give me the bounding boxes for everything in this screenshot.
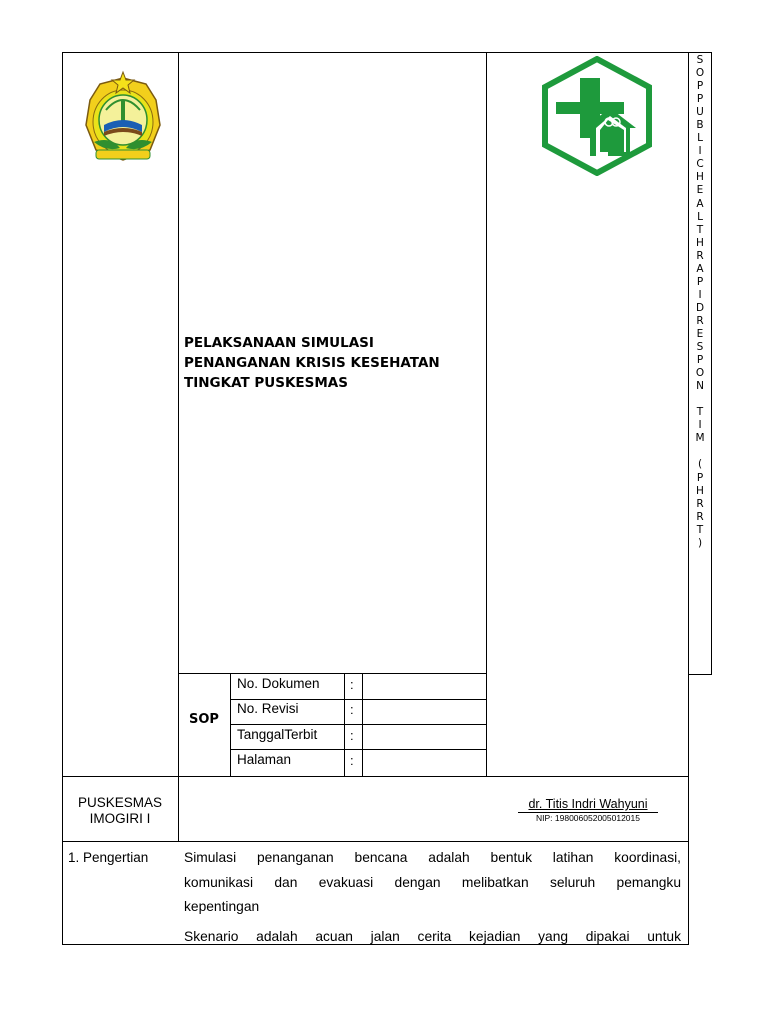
vertical-title-char: P (696, 354, 704, 367)
vertical-title-box-bottom (688, 674, 711, 675)
meta-label-document-number: No. Dokumen (237, 676, 320, 691)
vertical-title-box-right (711, 52, 712, 675)
table-border-sop-top (178, 673, 486, 674)
title-line: TINGKAT PUSKESMAS (184, 375, 348, 391)
vertical-title-char: C (696, 158, 704, 171)
table-border-right (688, 52, 689, 945)
section-body (184, 846, 681, 949)
organization-name-line: PUSKESMAS (77, 795, 163, 810)
vertical-title-char: I (698, 419, 702, 432)
vertical-title-char: I (698, 145, 702, 158)
row-divider (230, 749, 486, 750)
column-divider (486, 52, 487, 777)
vertical-title-char: M (695, 432, 705, 445)
sop-label: SOP (189, 712, 219, 727)
text-line: Skenario adalah acuan jalan cerita kejadian yang dipakai untuk (184, 928, 681, 944)
text-line: Simulasi penanganan bencana adalah bentuk latihan koordinasi, (184, 850, 681, 865)
vertical-title-char: H (696, 484, 704, 497)
vertical-title-char: ( (697, 458, 703, 471)
text-line: kepentingan (184, 899, 260, 914)
vertical-title-char: R (696, 497, 704, 510)
meta-colon: : (350, 702, 354, 717)
vertical-title-char: O (695, 367, 705, 380)
vertical-title-char: P (696, 80, 704, 93)
header-bottom-border (62, 776, 689, 777)
vertical-title-char: S (696, 341, 704, 354)
organization-name (62, 795, 178, 827)
meta-label-page: Halaman (237, 752, 292, 767)
vertical-title-char (690, 445, 710, 458)
signature-row-bottom-border (62, 841, 689, 842)
regency-emblem-icon (80, 70, 166, 166)
vertical-title-char: S (696, 54, 704, 66)
row-divider (230, 724, 486, 725)
meta-label-issue-date: TanggalTerbit (237, 727, 318, 742)
column-divider (362, 673, 363, 777)
column-divider (344, 673, 345, 777)
vertical-title-char: E (696, 327, 704, 340)
signatory-name: dr. Titis Indri Wahyuni (528, 797, 648, 811)
meta-colon: : (350, 677, 354, 692)
vertical-title-char: I (698, 288, 702, 301)
signatory-nip: NIP: 198006052005012015 (536, 813, 640, 823)
vertical-title-char: L (697, 210, 703, 223)
vertical-title-char: L (697, 132, 703, 145)
vertical-title-char: U (696, 106, 704, 119)
title-line: PENANGANAN KRISIS KESEHATAN (184, 355, 440, 371)
meta-colon: : (350, 753, 354, 768)
vertical-title-char: B (696, 119, 704, 132)
vertical-title-char: T (696, 406, 704, 419)
paragraph (184, 925, 681, 950)
vertical-title-box-top (688, 52, 711, 53)
puskesmas-logo-icon (540, 56, 654, 176)
document-title (184, 333, 474, 393)
vertical-title-char: R (696, 510, 704, 523)
vertical-title-char: D (695, 301, 705, 314)
vertical-title-char (690, 393, 710, 406)
paragraph (184, 846, 681, 920)
title-line: PELAKSANAAN SIMULASI (184, 335, 374, 351)
vertical-title-char: T (696, 523, 704, 536)
vertical-title-char: T (696, 223, 704, 236)
vertical-title-char: A (696, 262, 704, 275)
text-line: komunikasi dan evakuasi dengan melibatkan seluruh pemangku (184, 874, 681, 890)
vertical-title-char: R (696, 249, 704, 262)
vertical-title-char: H (696, 171, 704, 184)
vertical-title-char: P (696, 275, 704, 288)
vertical-title-char: R (696, 314, 704, 327)
vertical-title-char: A (696, 197, 704, 210)
vertical-title-char: H (696, 236, 704, 249)
vertical-title-char: P (696, 471, 704, 484)
vertical-title-char: ) (697, 536, 703, 549)
meta-label-revision: No. Revisi (237, 701, 299, 716)
table-border-top (62, 52, 689, 53)
vertical-title (690, 54, 710, 550)
vertical-title-char: P (696, 93, 704, 106)
vertical-title-char: O (695, 67, 705, 80)
vertical-title-char: E (696, 184, 704, 197)
column-divider (230, 673, 231, 777)
organization-name-line: IMOGIRI I (89, 811, 151, 826)
row-divider (230, 699, 486, 700)
meta-colon: : (350, 728, 354, 743)
vertical-title-char: N (696, 380, 704, 393)
section-label: 1. Pengertian (68, 850, 149, 865)
